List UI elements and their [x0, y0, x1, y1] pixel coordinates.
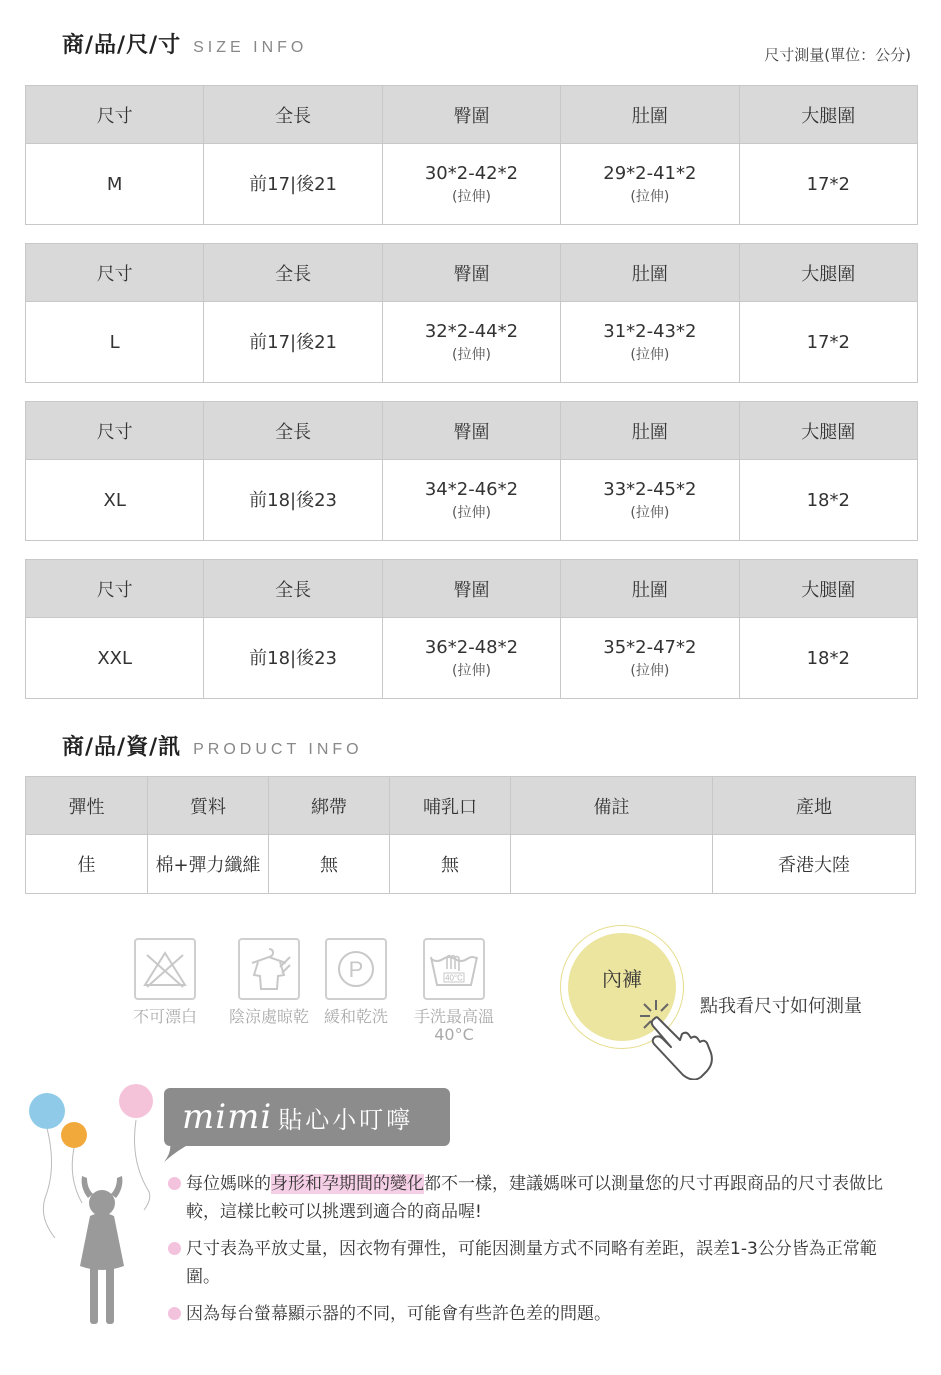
- header-origin: 產地: [713, 777, 916, 835]
- stretch-note: (拉伸): [630, 347, 670, 363]
- header-size: 尺寸: [26, 86, 204, 144]
- care-label: 緩和乾洗: [324, 1007, 389, 1026]
- orange-balloon-icon: [61, 1122, 87, 1148]
- cell-length-value: 前17|後21: [249, 173, 338, 195]
- cell-waist-value: 31*2-43*2: [603, 321, 697, 342]
- cell-hip-value: 30*2-42*2: [424, 163, 519, 184]
- no-bleach-icon: [134, 938, 196, 1000]
- size-table: [25, 401, 918, 541]
- cell-hip: [382, 302, 560, 383]
- cell-waist: [561, 618, 739, 699]
- tip-1: [186, 1170, 906, 1226]
- blue-balloon-icon: [29, 1093, 65, 1129]
- value-material: 棉+彈力纖維: [148, 835, 269, 894]
- hand-wash-icon: [423, 938, 485, 1000]
- header-hip: 臀圍: [382, 560, 560, 618]
- cell-hip-value: 36*2-48*2: [424, 637, 519, 658]
- hand-wash-temp-badge: 40°C: [445, 973, 463, 983]
- cell-hip-value: 32*2-44*2: [424, 321, 519, 342]
- header-elasticity: 彈性: [26, 777, 148, 835]
- size-table: [25, 243, 918, 383]
- size-table-header-row: [26, 402, 918, 460]
- cell-waist-value: 33*2-45*2: [603, 479, 697, 500]
- header-waist: 肚圍: [561, 244, 739, 302]
- cell-hip: [382, 144, 560, 225]
- cell-waist-value: 35*2-47*2: [603, 637, 697, 658]
- cell-size: [26, 618, 204, 699]
- cell-thigh: [739, 302, 917, 383]
- cell-waist: [561, 460, 739, 541]
- care-label: [414, 1008, 494, 1045]
- tip-3: 因為每台螢幕顯示器的不同，可能會有些許色差的問題。: [186, 1304, 611, 1324]
- care-dry-in-shade: [229, 938, 309, 1026]
- cell-size-value: XL: [103, 489, 126, 511]
- care-no-bleach: [133, 938, 197, 1026]
- unit-note: 尺寸測量(單位：公分): [764, 46, 911, 64]
- cell-size-value: XXL: [97, 647, 133, 669]
- size-table-row: [26, 144, 918, 225]
- stretch-note: (拉伸): [630, 505, 670, 521]
- header-thigh: 大腿圍: [739, 86, 917, 144]
- measure-guide-link[interactable]: 點我看尺寸如何測量: [700, 996, 862, 1017]
- tip-1-post: 都不一樣，建議媽咪可以測量您的尺寸再跟商品的尺寸表做比較，這樣比較可以挑選到適合的商品喔!: [186, 1174, 883, 1222]
- product-info-title: [62, 730, 363, 761]
- header-hip: 臀圍: [382, 402, 560, 460]
- product-info-title-en: PRODUCT INFO: [193, 741, 363, 758]
- care-label-line1: 手洗最高溫: [414, 1007, 495, 1026]
- cell-thigh-value: 18*2: [806, 489, 850, 511]
- size-info-title-en: SIZE INFO: [193, 39, 308, 56]
- header-size: 尺寸: [26, 560, 204, 618]
- product-info-value-row: [26, 835, 916, 894]
- cell-size: [26, 302, 204, 383]
- gentle-dry-clean-icon: [325, 938, 387, 1000]
- header-size: 尺寸: [26, 402, 204, 460]
- size-table-row: [26, 460, 918, 541]
- stretch-note: (拉伸): [452, 663, 491, 679]
- header-nursing-opening: 哺乳口: [390, 777, 511, 835]
- header-thigh: 大腿圍: [739, 244, 917, 302]
- cell-thigh: [739, 144, 917, 225]
- header-material: 質料: [148, 777, 269, 835]
- cell-thigh-value: 17*2: [806, 331, 850, 353]
- cell-length-value: 前18|後23: [249, 647, 338, 669]
- tip-1-pre: 每位媽咪的: [186, 1174, 271, 1194]
- cell-length-value: 前18|後23: [249, 489, 338, 511]
- value-elasticity: 佳: [26, 835, 148, 894]
- pink-balloon-icon: [119, 1084, 153, 1118]
- tip-2: 尺寸表為平放丈量，因衣物有彈性，可能因測量方式不同略有差距，誤差1-3公分皆為正常範圍。: [186, 1239, 877, 1287]
- category-badge: 內褲: [568, 933, 676, 1041]
- cell-hip-value: 34*2-46*2: [424, 479, 519, 500]
- header-thigh: 大腿圍: [739, 560, 917, 618]
- header-length: 全長: [204, 244, 382, 302]
- cell-thigh-value: 17*2: [806, 173, 850, 195]
- header-thigh: 大腿圍: [739, 402, 917, 460]
- care-label: 陰涼處晾乾: [229, 1007, 310, 1026]
- care-hand-wash: [414, 938, 494, 1045]
- header-hip: 臀圍: [382, 86, 560, 144]
- product-info-table: [25, 776, 916, 894]
- cell-waist: [561, 302, 739, 383]
- header-strap: 綁帶: [269, 777, 390, 835]
- stretch-note: (拉伸): [452, 505, 491, 521]
- header-notes: 備註: [511, 777, 713, 835]
- size-table-header-row: [26, 560, 918, 618]
- header-waist: 肚圍: [561, 402, 739, 460]
- cell-size: [26, 144, 204, 225]
- tip-1-highlight: 身形和孕期間的變化: [271, 1174, 424, 1194]
- size-info-title-zh: 商/品/尺/寸: [62, 33, 182, 58]
- tip-bullet-icon: [168, 1307, 181, 1320]
- cell-length: [204, 302, 382, 383]
- value-origin: 香港大陸: [713, 835, 916, 894]
- svg-text:P: P: [348, 957, 364, 982]
- care-label: 不可漂白: [133, 1007, 198, 1026]
- header-length: 全長: [204, 86, 382, 144]
- cell-length-value: 前17|後21: [249, 331, 338, 353]
- size-table-row: [26, 302, 918, 383]
- value-nursing-opening: 無: [390, 835, 511, 894]
- tip-bullet-icon: [168, 1242, 181, 1255]
- cell-waist: [561, 144, 739, 225]
- tips-title: 貼心小叮嚀: [278, 1105, 414, 1134]
- cell-hip: [382, 460, 560, 541]
- stretch-note: (拉伸): [630, 189, 670, 205]
- size-table-header-row: [26, 244, 918, 302]
- dry-in-shade-icon: [238, 938, 300, 1000]
- size-table-row: [26, 618, 918, 699]
- stretch-note: (拉伸): [452, 189, 491, 205]
- header-waist: 肚圍: [561, 86, 739, 144]
- balloon-girl-illustration: [22, 1078, 162, 1338]
- stretch-note: (拉伸): [630, 663, 670, 679]
- tips-title-bubble: [164, 1088, 450, 1146]
- bubble-tail-icon: [164, 1142, 204, 1164]
- value-strap: 無: [269, 835, 390, 894]
- cell-thigh: [739, 618, 917, 699]
- cell-size-value: M: [106, 173, 123, 195]
- header-size: 尺寸: [26, 244, 204, 302]
- size-table: [25, 85, 918, 225]
- size-info-title: [62, 28, 307, 59]
- cell-size: [26, 460, 204, 541]
- size-table-header-row: [26, 86, 918, 144]
- cell-length: [204, 618, 382, 699]
- header-hip: 臀圍: [382, 244, 560, 302]
- tips-brand: mimi: [182, 1097, 273, 1137]
- cell-length: [204, 144, 382, 225]
- size-table: [25, 559, 918, 699]
- product-info-header-row: [26, 777, 916, 835]
- cell-size-value: L: [109, 331, 120, 353]
- cell-length: [204, 460, 382, 541]
- tip-bullet-icon: [168, 1177, 181, 1190]
- cell-waist-value: 29*2-41*2: [603, 163, 697, 184]
- product-info-title-zh: 商/品/資/訊: [62, 735, 182, 760]
- header-waist: 肚圍: [561, 560, 739, 618]
- care-gentle-dry-clean: [324, 938, 388, 1026]
- cell-thigh-value: 18*2: [806, 647, 850, 669]
- care-label-line2: 40°C: [434, 1025, 474, 1045]
- stretch-note: (拉伸): [452, 347, 491, 363]
- cell-thigh: [739, 460, 917, 541]
- cell-hip: [382, 618, 560, 699]
- child-silhouette-icon: [80, 1176, 124, 1324]
- header-length: 全長: [204, 560, 382, 618]
- value-notes: [511, 835, 713, 894]
- header-length: 全長: [204, 402, 382, 460]
